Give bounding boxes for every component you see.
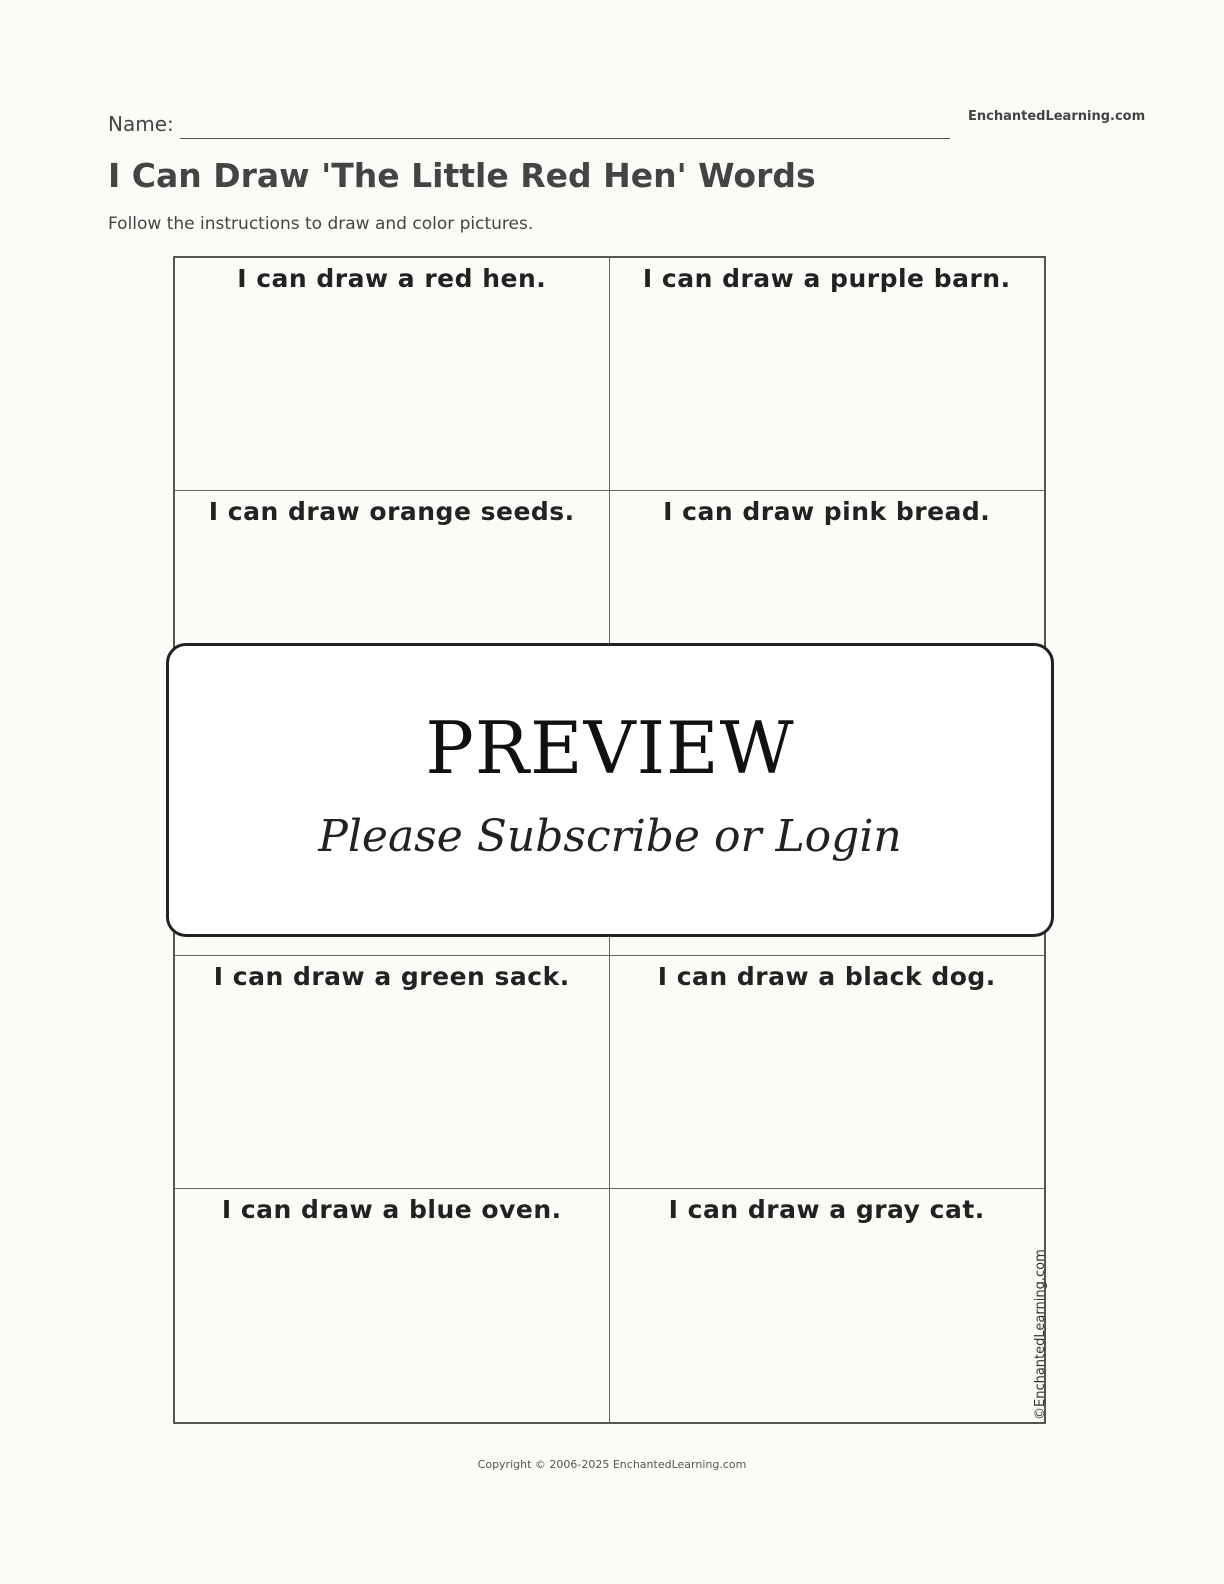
cell-prompt: I can draw orange seeds. <box>208 496 575 526</box>
vertical-credit: ©EnchantedLearning.com <box>1033 1249 1048 1420</box>
site-brand: EnchantedLearning.com <box>968 109 1146 124</box>
cell-prompt: I can draw a black dog. <box>657 962 996 992</box>
instructions-text: Follow the instructions to draw and color pictures. <box>108 214 534 234</box>
drawing-cell <box>175 258 610 491</box>
cell-prompt: I can draw a purple barn. <box>642 264 1011 293</box>
name-input-line <box>180 138 950 139</box>
name-label: Name: <box>108 112 174 136</box>
page-title: I Can Draw 'The Little Red Hen' Words <box>108 156 816 195</box>
cell-prompt: I can draw a green sack. <box>213 962 570 992</box>
preview-overlay[interactable] <box>166 643 1054 937</box>
drawing-cell <box>175 1189 610 1422</box>
cell-prompt: I can draw a red hen. <box>237 264 547 293</box>
copyright-footer: Copyright © 2006-2025 EnchantedLearning.com <box>477 1458 747 1471</box>
drawing-cell <box>175 956 610 1189</box>
cell-prompt: I can draw a gray cat. <box>668 1195 985 1225</box>
preview-title: PREVIEW <box>425 706 795 790</box>
cell-prompt: I can draw a blue oven. <box>221 1195 562 1225</box>
drawing-cell <box>610 1189 1045 1422</box>
name-row <box>108 108 948 140</box>
subscribe-login-prompt[interactable]: Please Subscribe or Login <box>318 811 902 862</box>
drawing-cell <box>610 956 1045 1189</box>
cell-prompt: I can draw pink bread. <box>663 496 991 526</box>
drawing-cell <box>610 258 1045 491</box>
